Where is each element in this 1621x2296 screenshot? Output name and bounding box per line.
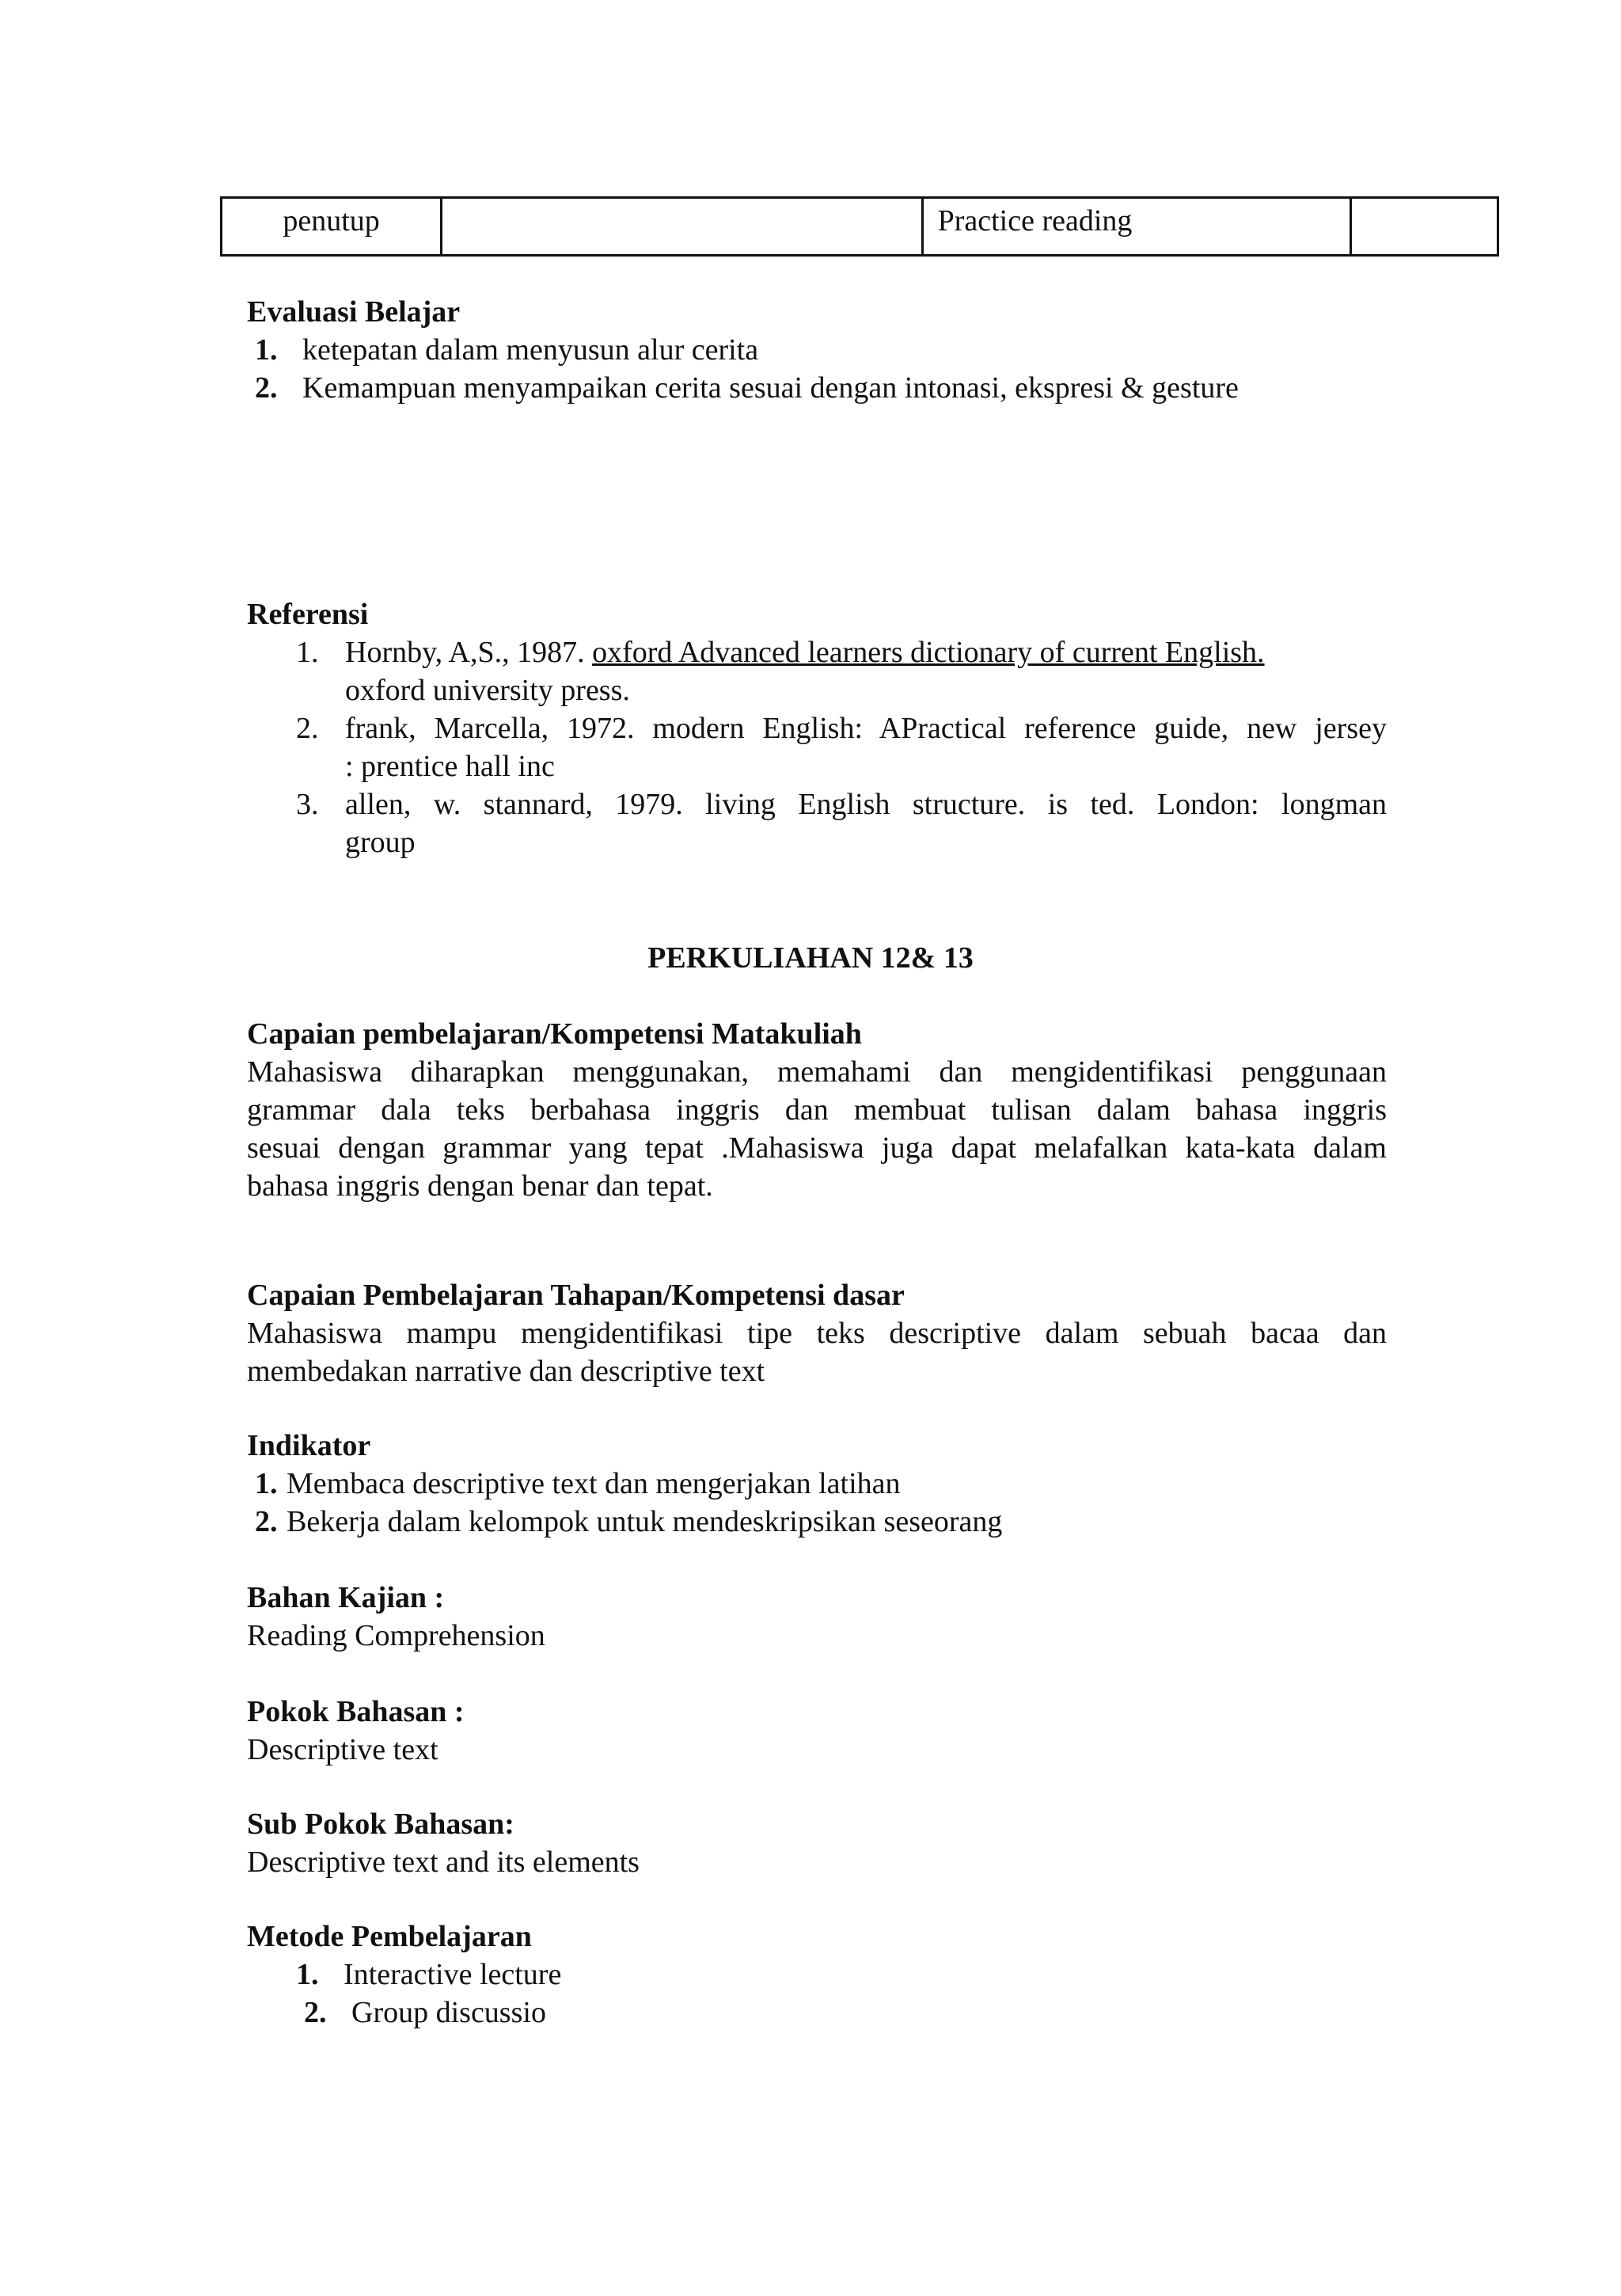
metode-section xyxy=(247,1918,1387,2032)
list-item: 1. Interactive lecture xyxy=(296,1958,562,1991)
list-item: 3. allen, w. stannard, 1979. living English structure. is ted. London: longman group xyxy=(296,788,1387,859)
capaian-tahapan-heading: Capaian Pembelajaran Tahapan/Kompetensi dasar xyxy=(247,1279,905,1312)
list-item: 1. ketepatan dalam menyusun alur cerita xyxy=(255,333,759,367)
bahan-kajian-text: Reading Comprehension xyxy=(247,1619,545,1652)
evaluasi-section xyxy=(247,293,1387,407)
sub-pokok-bahasan-section xyxy=(247,1805,1387,1881)
capaian-matakuliah-heading: Capaian pembelajaran/Kompetensi Matakuliah xyxy=(247,1017,862,1051)
capaian-matakuliah-section xyxy=(247,1015,1387,1205)
table-row xyxy=(222,198,1498,256)
table-cell-empty xyxy=(442,198,922,256)
sub-pokok-bahasan-text: Descriptive text and its elements xyxy=(247,1846,640,1879)
pokok-bahasan-text: Descriptive text xyxy=(247,1733,438,1766)
list-item: 2. Group discussio xyxy=(304,1996,546,2029)
table-cell-phase: penutup xyxy=(222,198,442,256)
schedule-table xyxy=(220,196,1499,257)
capaian-tahapan-text: Mahasiswa mampu mengidentifikasi tipe teks descriptive dalam sebuah bacaa dan membedakan narrative dan descriptive text xyxy=(247,1317,1387,1388)
bahan-kajian-heading: Bahan Kajian : xyxy=(247,1581,445,1614)
pokok-bahasan-heading: Pokok Bahasan : xyxy=(247,1695,465,1728)
referensi-list xyxy=(247,633,1387,861)
sub-pokok-bahasan-heading: Sub Pokok Bahasan: xyxy=(247,1808,514,1841)
list-item: 1. Membaca descriptive text dan mengerjakan latihan xyxy=(255,1467,901,1500)
table-cell-activity: Practice reading xyxy=(922,198,1351,256)
list-item: 2. Kemampuan menyampaikan cerita sesuai dengan intonasi, ekspresi & gesture xyxy=(255,371,1239,405)
reference-title: oxford Advanced learners dictionary of current English. xyxy=(592,636,1265,669)
evaluasi-list xyxy=(247,331,1387,407)
capaian-tahapan-section xyxy=(247,1276,1387,1390)
table-cell-empty-last xyxy=(1351,198,1498,256)
capaian-matakuliah-text: Mahasiswa diharapkan menggunakan, memahami dan mengidentifikasi penggunaan grammar dala teks berbahasa inggris dan membuat tulisan dalam bahasa inggris sesuai dengan grammar yang tepat .Mahasiswa juga dapat melafalkan kata-kata dalam bahasa inggris dengan benar dan tepat. xyxy=(247,1055,1387,1203)
indikator-heading: Indikator xyxy=(247,1429,371,1462)
indikator-section xyxy=(247,1427,1387,1541)
list-item: 1. Hornby, A,S., 1987. oxford Advanced learners dictionary of current English. oxford university press. xyxy=(296,636,1265,707)
metode-list xyxy=(247,1956,1387,2032)
metode-heading: Metode Pembelajaran xyxy=(247,1920,532,1953)
section-title: PERKULIAHAN 12& 13 xyxy=(647,941,974,975)
pokok-bahasan-section xyxy=(247,1693,1387,1769)
referensi-heading: Referensi xyxy=(247,598,369,631)
list-item: 2. Bekerja dalam kelompok untuk mendeskripsikan seseorang xyxy=(255,1505,1003,1538)
referensi-section xyxy=(247,595,1387,861)
indikator-list xyxy=(247,1465,1387,1541)
bahan-kajian-section xyxy=(247,1579,1387,1655)
evaluasi-heading: Evaluasi Belajar xyxy=(247,295,461,329)
list-item: 2. frank, Marcella, 1972. modern English: APractical reference guide, new jersey : prentice hall inc xyxy=(296,712,1387,783)
